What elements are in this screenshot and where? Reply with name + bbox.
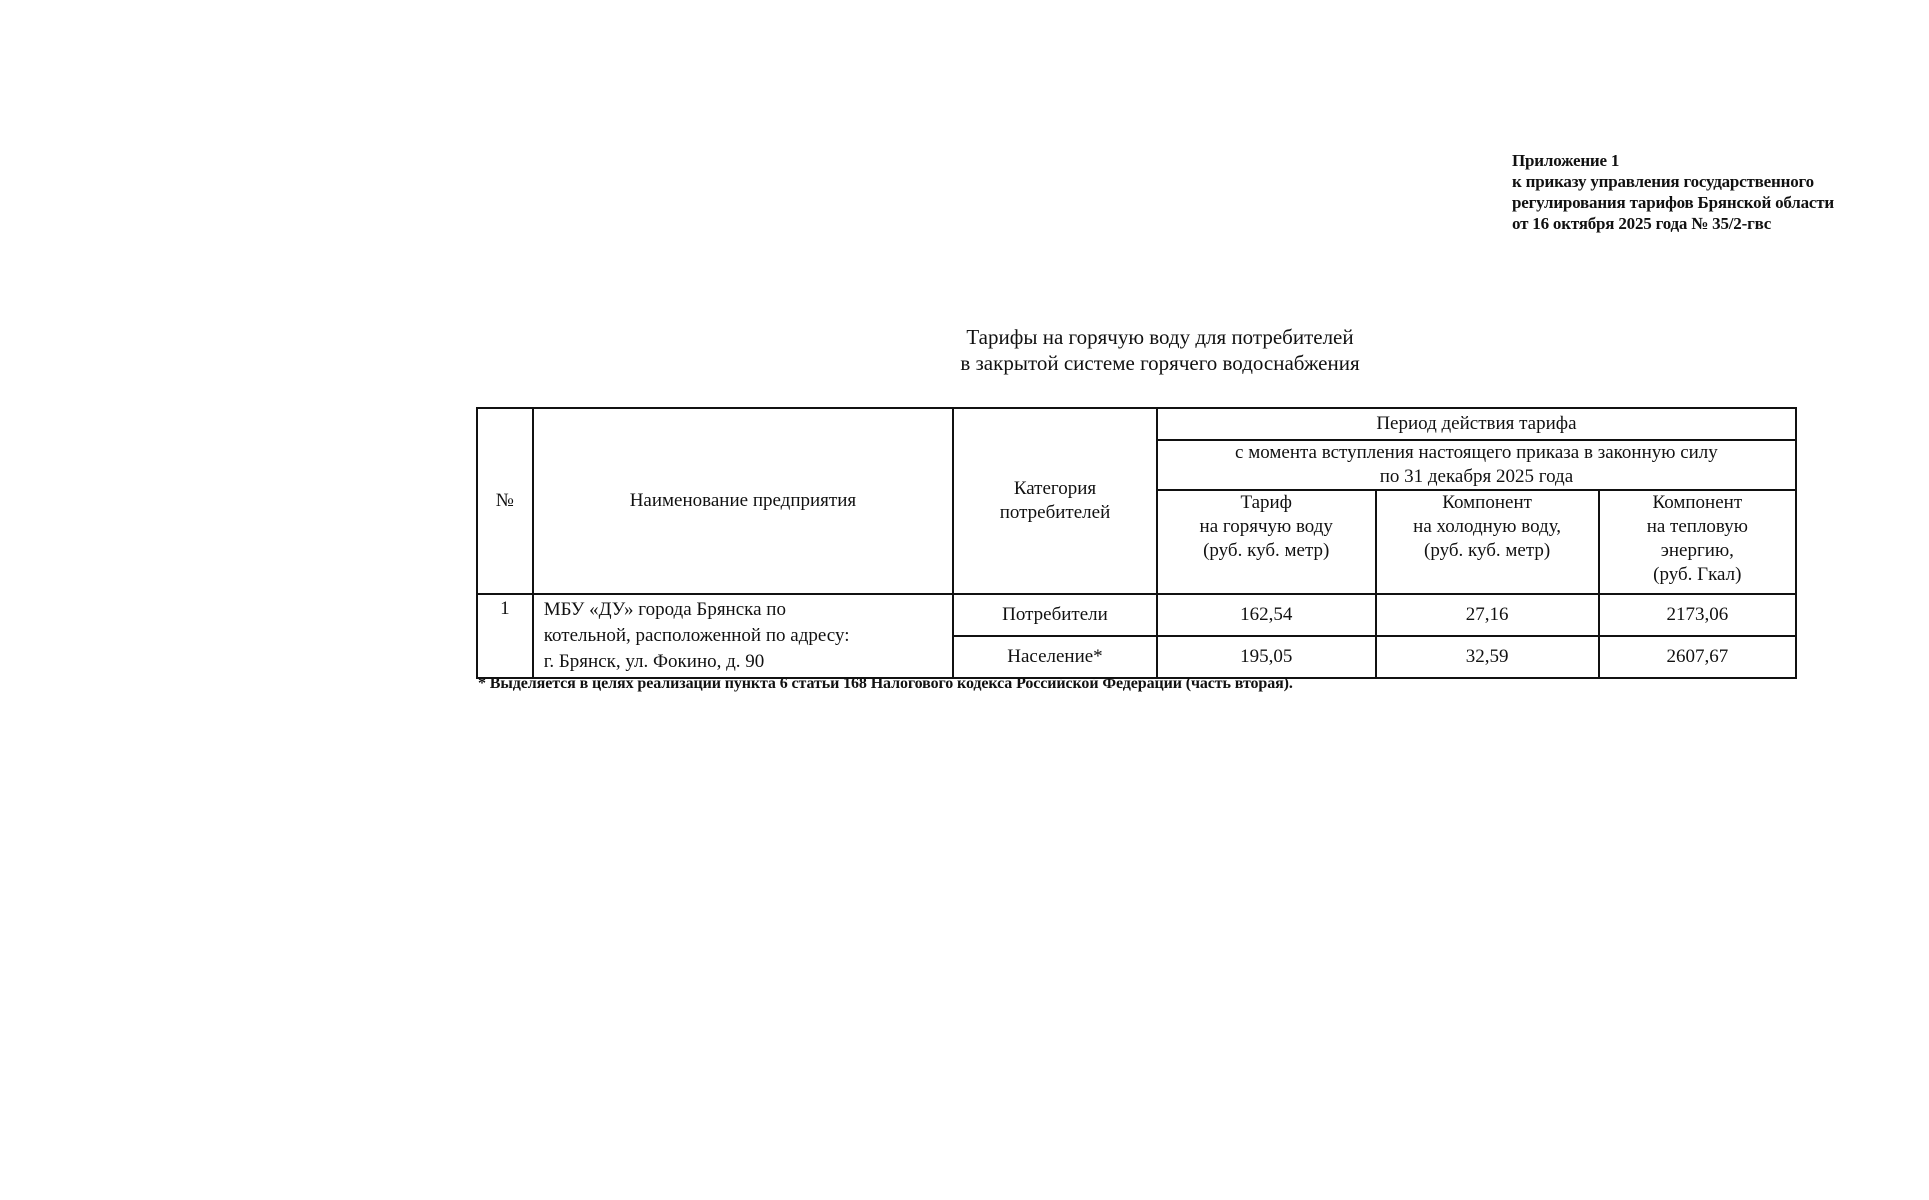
header-line: Тариф — [1240, 492, 1292, 513]
enterprise-name-line: котельной, расположенной по адресу: — [543, 625, 850, 646]
appendix-block — [1512, 150, 1834, 234]
header-name: Наименование предприятия — [533, 408, 953, 594]
document-title — [700, 324, 1620, 376]
table-row — [477, 594, 1796, 636]
tariff-cell: 195,05 — [1157, 636, 1376, 678]
cold-water-cell: 32,59 — [1376, 636, 1599, 678]
header-line: Компонент — [1442, 492, 1532, 513]
appendix-line: от 16 октября 2025 года № 35/2-гвс — [1512, 214, 1772, 233]
cold-water-cell: 27,16 — [1376, 594, 1599, 636]
header-period: Период действия тарифа — [1157, 408, 1796, 440]
header-line: Компонент — [1652, 492, 1743, 513]
header-line: на холодную воду, — [1413, 516, 1562, 537]
header-range-line: с момента вступления настоящего приказа в законную силу — [1235, 442, 1718, 463]
heat-energy-cell: 2173,06 — [1599, 594, 1796, 636]
header-tariff — [1157, 490, 1376, 594]
appendix-line: к приказу управления государственного — [1512, 172, 1814, 191]
title-line: в закрытой системе горячего водоснабжения — [960, 351, 1360, 375]
enterprise-name — [533, 594, 953, 678]
category-cell: Население* — [953, 636, 1157, 678]
footnote: * Выделяется в целях реализации пункта 6 статьи 168 Налогового кодекса Российской Федерации (часть вторая). — [478, 675, 1293, 692]
row-number: 1 — [477, 594, 533, 678]
header-category-line: Категория — [1013, 478, 1097, 499]
header-cold-water — [1376, 490, 1599, 594]
header-line: на тепловую — [1646, 516, 1748, 537]
enterprise-name-line: МБУ «ДУ» города Брянска по — [543, 599, 786, 620]
tariff-cell: 162,54 — [1157, 594, 1376, 636]
header-line: (руб. куб. метр) — [1424, 540, 1551, 561]
heat-energy-cell: 2607,67 — [1599, 636, 1796, 678]
header-category-line: потребителей — [999, 502, 1111, 523]
header-line: энергию, — [1660, 540, 1734, 561]
header-category — [953, 408, 1157, 594]
enterprise-name-line: г. Брянск, ул. Фокино, д. 90 — [543, 651, 765, 672]
header-num: № — [477, 408, 533, 594]
appendix-line: Приложение 1 — [1512, 151, 1620, 170]
title-line: Тарифы на горячую воду для потребителей — [966, 325, 1354, 349]
header-range-line: по 31 декабря 2025 года — [1379, 466, 1574, 487]
header-range — [1157, 440, 1796, 490]
header-line: (руб. Гкал) — [1653, 564, 1742, 585]
header-row — [477, 408, 1796, 440]
appendix-line: регулирования тарифов Брянской области — [1512, 193, 1835, 212]
category-cell: Потребители — [953, 594, 1157, 636]
header-line: на горячую воду — [1199, 516, 1333, 537]
header-heat-energy — [1599, 490, 1796, 594]
header-line: (руб. куб. метр) — [1203, 540, 1330, 561]
tariff-table — [476, 407, 1797, 679]
